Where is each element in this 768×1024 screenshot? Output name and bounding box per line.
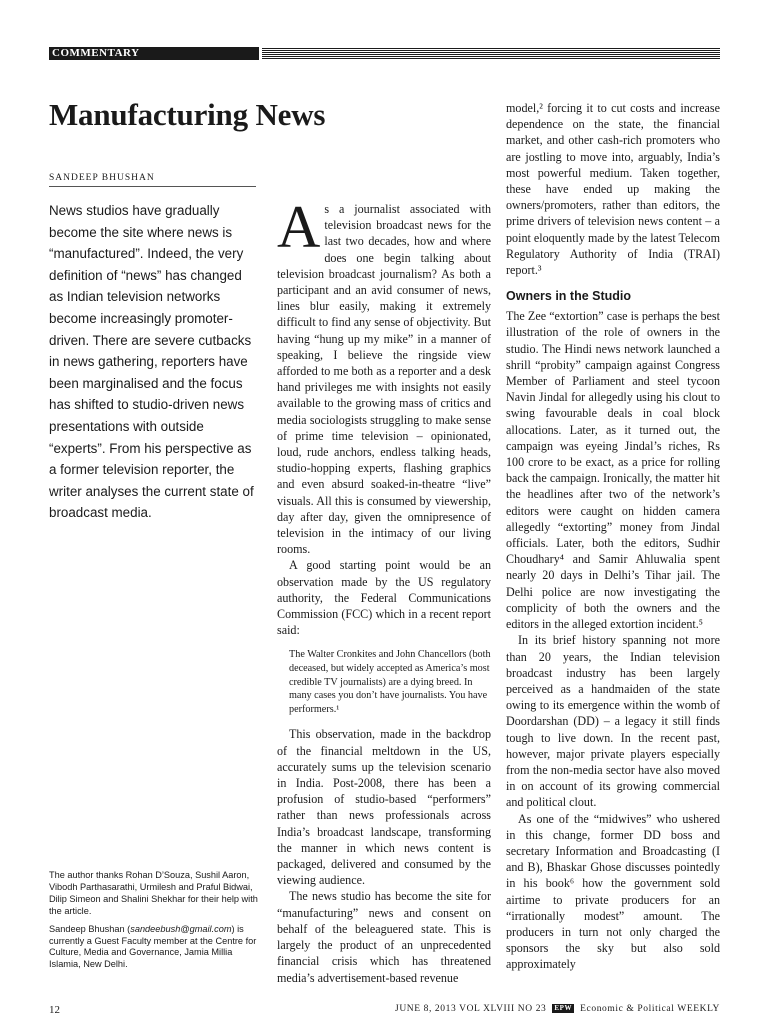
bio-name: Sandeep Bhushan (: [49, 923, 131, 934]
block-quote: The Walter Cronkites and John Chancellors (both deceased, but widely accepted as America’s most credible TV journalists) are a dying breed. In many cases you don’t have journalists. You have performers.¹: [289, 649, 491, 715]
author-notes: [49, 870, 259, 977]
issue-date: JUNE 8, 2013 VOL XLVIII NO 23: [395, 1004, 547, 1014]
body-column-2: [277, 194, 491, 986]
acknowledgement: The author thanks Rohan D’Souza, Sushil Aaron, Vibodh Parthasarathi, Urmilesh and Praful Bidwai, Dilip Simeon and Shalini Shekhar for their help with the article.: [49, 870, 258, 916]
bio-rest: ) is currently a Guest Faculty member at the Centre for Culture, Media and Governance, Jamia Millia Islamia, New Delhi.: [49, 923, 257, 970]
paragraph-opening: [277, 194, 491, 557]
paragraph: A good starting point would be an observation made by the US regulatory authority, the Federal Communications Commission (FCC) which in a recent report said:: [277, 558, 491, 638]
author-name: SANDEEP BHUSHAN: [49, 173, 155, 183]
header-rule: [262, 48, 720, 60]
journal-name: Economic & Political WEEKLY: [580, 1004, 720, 1014]
article-title: Manufacturing News: [49, 97, 326, 132]
paragraph: The Zee “extortion” case is perhaps the best illustration of the role of owners in the studio. The Hindi news network launched a shrill “probity” campaign against Congress Member of Parliament and steel tycoon Navin Jindal for allegedly using his clout to swing favourable deals in coal block allocations. Later, as it turned out, the campaign was eyeing Jindal’s riches, Rs 100 crore to be exact, as a price for rolling back the campaign. Ironically, the matter hit the headlines after two of the network’s editors were caught on hidden camera allegedly “extorting” money from Jindal officials. Later, both the editors, Sudhir Choudhary⁴ and Samir Ahluwalia spent nearly 20 days in Delhi’s Tihar jail. The Delhi police are now investigating the complicity of both the owners and the editors in the alleged extortion incident.⁵: [506, 309, 720, 632]
paragraph: model,² forcing it to cut costs and increase dependence on the state, the financial market, and other cash-rich promoters who are jostling to move into, arguably, India’s most powerful medium. Taken together, these have ended up making the owners/promoters, rather than editors, the prime drivers of television news content – a point eloquently made by the latest Telecom Regulatory Authority of India (TRAI) report.³: [506, 101, 720, 278]
page-number: 12: [49, 1004, 60, 1016]
abstract: News studios have gradually become the site where news is “manufactured”. Indeed, the very definition of “news” has changed as Indian television networks become increasingly promoter-driven. There are severe cutbacks in news gathering, reporters have been marginalised and the focus has shifted to studio-driven news presentations with outside “experts”. From his perspective as a former television reporter, the writer analyses the current state of broadcast media.: [49, 203, 254, 521]
footer-issue-info: [395, 1004, 720, 1014]
paragraph: This observation, made in the backdrop of the financial meltdown in the US, accurately sums up the television scenario in India. Post-2008, there has been a profusion of studio-based “performers” rather than news professionals across India’s broadcast landscape, transforming the manner in which news content is packaged, delivered and consumed by the viewing audience.: [277, 727, 491, 888]
paragraph: In its brief history spanning not more than 20 years, the Indian television broadcast industry has been largely perceived as a handmaiden of the state owing to its emergence within the womb of Doordarshan (DD) – a legacy it still finds tough to live down. In the recent past, however, major private players especially from the non-media sector have also moved in on account of its growing commercial and political clout.: [506, 633, 720, 810]
author-bio: [49, 924, 259, 972]
drop-cap: A: [277, 194, 321, 260]
author-divider: [49, 186, 256, 187]
epw-logo: EPW: [554, 1004, 573, 1012]
paragraph: The news studio has become the site for “manufacturing” news and consent on behalf of the beleaguered state. This is largely the product of an unprecedented financial crisis which has threatened media’s advertisement-based revenue: [277, 889, 491, 985]
opening-text: s a journalist associated with television broadcast news for the last two decades, how and where does one begin talking about television broadcast journalism? As both a participant and an avid consumer of news, lines blur easily, making it extremely difficult to find any sense of objectivity. But having “hung up my mike” in a manner of speaking, I believe the ringside view afforded to me both as a reporter and a desk hand privileges me with insights not easily available to the growing mass of critics and media sociologists struggling to make sense of prime time television – opinionated, loud, rude anchors, endless talking heads, studio-hopping experts, flashing graphics and even absurd soaked-in-theatre “live” visuals. All this is consumed by viewership, day after day, given the omnipresence of television in the intimacy of our living rooms.: [277, 202, 491, 557]
section-label: COMMENTARY: [49, 47, 259, 60]
section-subhead: Owners in the Studio: [506, 289, 632, 304]
paragraph: As one of the “midwives” who ushered in this change, former DD boss and secretary Information and Broadcasting (I and B), Bhaskar Ghose discusses pointedly in his book⁶ how the government sold airtime to private producers for an “irrationally modest” amount. The producers in turn not only charged the sponsors the sky but also sold approximately: [506, 811, 720, 972]
author-email[interactable]: sandeebush@gmail.com: [130, 923, 232, 934]
body-column-3: [506, 100, 720, 973]
